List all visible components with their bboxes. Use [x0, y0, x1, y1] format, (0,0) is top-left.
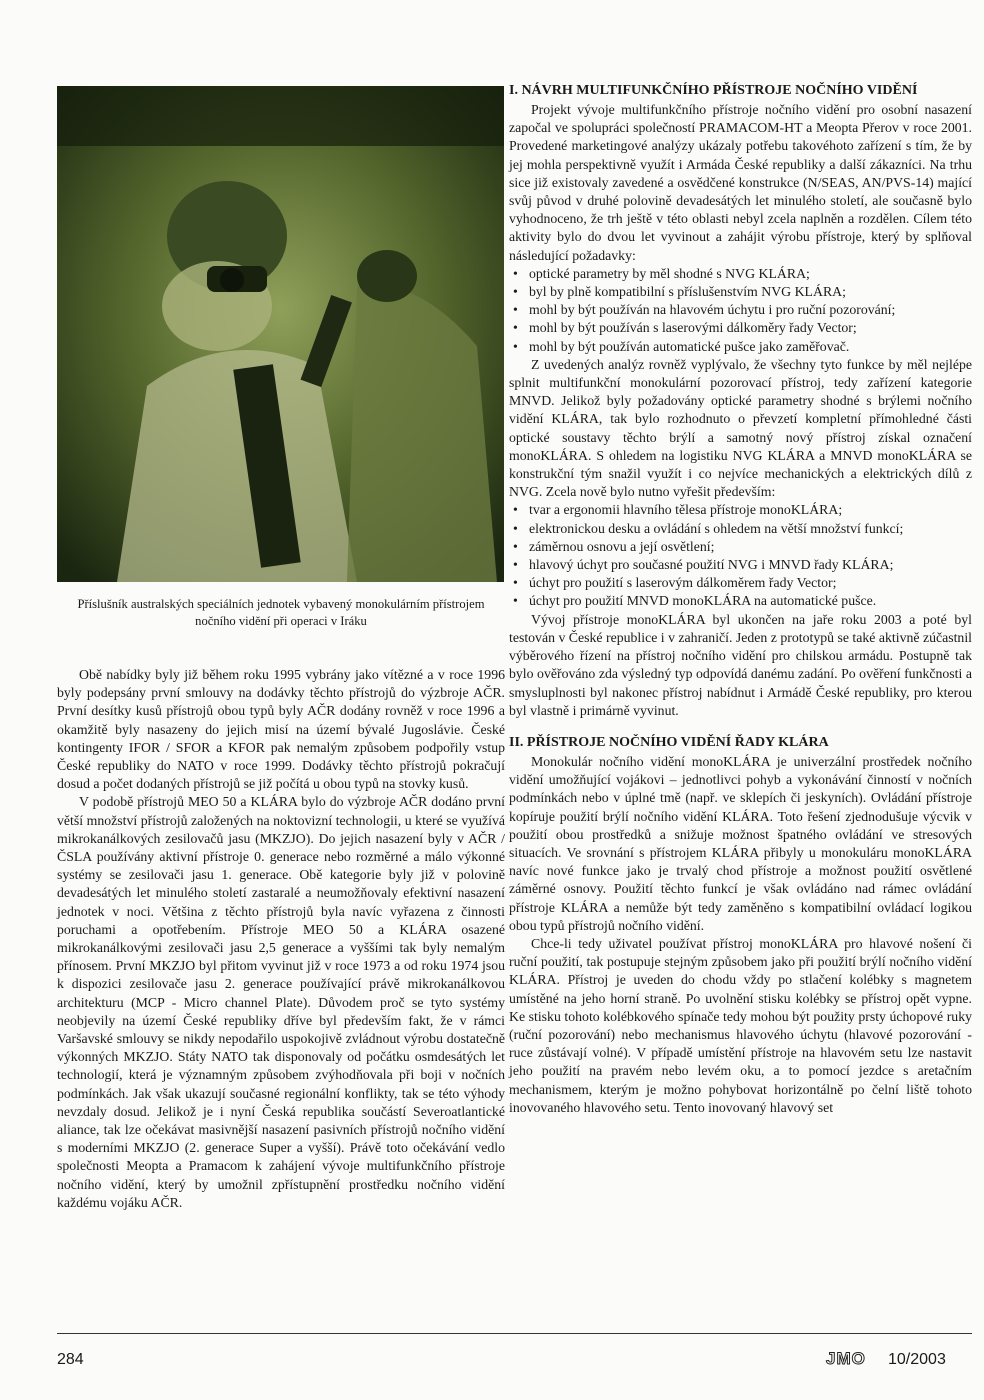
list-item: • tvar a ergonomii hlavního tělesa přístroje monoKLÁRA; — [509, 501, 972, 519]
list-item: • mohl by být používán automatické pušce jako zaměřovač. — [509, 338, 972, 356]
left-paragraph-1: Obě nabídky byly již během roku 1995 vybrány jako vítězné a v roce 1996 byly podepsány první smlouvy na dodávky těchto přístrojů do výzbroje AČR. První desítky kusů přístrojů obou typů byly AČR dodány rovněž v roce 1996 a okamžitě byly nasazeny do jejich misí na území bývalé Jugoslávie. České kontingenty IFOR / SFOR a KFOR pak nemalým způsobem podpořily vstup České republiky do NATO v roce 1999. Dodávky těchto přístrojů pokračují dosud a počet dodaných přístrojů se již počítá u obou typů na stovky kusů. — [57, 667, 505, 792]
issue-number: 10/2003 — [888, 1351, 946, 1368]
list-item: • elektronickou desku a ovládání s ohledem na větší množství funkcí; — [509, 520, 972, 538]
list-item: • úchyt pro použití s laserovým dálkoměrem řady Vector; — [509, 574, 972, 592]
section-2-heading: II. PŘÍSTROJE NOČNÍHO VIDĚNÍ ŘADY KLÁRA — [509, 734, 829, 750]
jmo-logo: JMO — [826, 1349, 866, 1368]
right-column-text — [509, 82, 972, 1117]
section-2-paragraph-1: Monokulár nočního vidění monoKLÁRA je univerzální prostředek nočního vidění umožňující vojákovi – jednotlivci pohyb a vykonávání činností v nočních podmínkách nebo v úplné tmě (např. ve sklepích či jeskyních). Ovládání přístroje kopíruje použití brýlí nočního vidění KLÁRA. Toto řešení zjednodušuje výcvik v použití obou prostředků a snižuje možnost špatného ovládání ve stresových situacích. Ve srovnání s přístrojem KLÁRA přibyly u monokuláru monoKLÁRA navíc nové funkce jako je trvalý chod přístroje a možnost použití osvětlené záměrné osnovy. Použití těchto funkcí je však ovládáno nad rámec ovládání přístroje KLÁRA a nemůže být tedy zaměněno s kompatibilní ovládací logikou obou typů přístrojů nočního vidění. — [509, 753, 972, 933]
section-2-paragraph-2: Chce-li tedy uživatel používat přístroj monoKLÁRA pro hlavové nošení či ruční použití, tak postupuje stejným způsobem jako při použití brýlí nočního vidění KLÁRA. Přístroj je uveden do chodu vždy po stlačení kolébky s magnetem umístěné na jeho horní straně. Po uvolnění stisku kolébky se přístroj opět vypne. Ke stisku tohoto kolébkového spínače tedy mohou být použity prsty úchopové ruky (ruční pozorování) nebo mechanismus hlavového úchytu (hlavové pozorování - ruce zůstávají volné). V případě umístění přístroje na hlavovém setu lze nastavit jeho použití na pravém nebo levém oku, a to pomocí jezdce s aretačním mechanismem, kterým je možno pohybovat horizontálně po čelní liště tohoto inovovaného hlavového setu. Tento inovovaný hlavový set — [509, 935, 972, 1115]
list-item: • mohl by být používán s laserovými dálkoměry řady Vector; — [509, 319, 972, 337]
list-item: • byl by plně kompatibilní s příslušenstvím NVG KLÁRA; — [509, 283, 972, 301]
new-design-list — [509, 501, 972, 610]
photo-caption: Příslušník australských speciálních jednotek vybavený monokulárním přístrojem nočního vidění při operaci v Iráku — [77, 597, 485, 628]
left-column-text — [57, 666, 505, 1212]
section-1-heading: I. NÁVRH MULTIFUNKČNÍHO PŘÍSTROJE NOČNÍHO VIDĚNÍ — [509, 83, 918, 98]
page-number: 284 — [57, 1351, 84, 1368]
list-item: • úchyt pro použití MNVD monoKLÁRA na automatické pušce. — [509, 592, 972, 610]
section-1-paragraph-3: Vývoj přístroje monoKLÁRA byl ukončen na jaře roku 2003 a poté byl testován v České republice i v zahraničí. Jeden z prototypů se také aktivně zúčastnil výběrového řízení na přístroj nočního vidění pro chilskou armádu. Postupně tak bylo ověřováno zda výsledný typ odpovídá danému zadání. Po ověření funkčnosti a smysluplnosti byl nakonec přístroj nabídnut i Armádě České republiky, pro kterou byl vlastně i primárně vyvinut. — [509, 611, 972, 718]
night-vision-photo — [57, 86, 504, 582]
section-1-paragraph-2: Z uvedených analýz rovněž vyplývalo, že všechny tyto funkce by měl nejlépe splnit multifunkční monokulární pozorovací přístroj, tedy zařízení kategorie MNVD. Jelikož byly požadovány optické parametry shodné s brýlemi nočního vidění KLÁRA, tak bylo rozhodnuto o převzetí kompletní přímohledné části optické soustavy těchto brýlí a samotný nový přístroj získal označení monoKLÁRA. S ohledem na logistiku NVG KLÁRA a MNVD monoKLÁRA se konstrukční tým snažil využít i co nejvíce mechanických a elektrických dílů z NVG. Zcela nově bylo nutno vyřešit především: — [509, 356, 972, 500]
list-item: • optické parametry by měl shodné s NVG KLÁRA; — [509, 265, 972, 283]
section-1-paragraph-1: Projekt vývoje multifunkčního přístroje nočního vidění pro osobní nasazení započal ve spolupráci společností PRAMACOM-HT a Meopta Přerov v roce 2001. Provedené marketingové analýzy ukázaly potřebu takovéhoto zařízení s tím, že by jej mohla perspektivně využít i Armáda České republiky a další zákazníci. Na trhu sice již existovaly zavedené a osvědčené konstrukce (N/SEAS, AN/PVS-14) mající svůj původ v druhé polovině devadesátých let minulého století, ale současně bylo vyhodnoceno, že trh ještě v této oblasti nebyl zcela naplněn a rozdělen. Cílem této aktivity bylo do dvou let vyvinout a zahájit výrobu přístroje, který by splňoval následující požadavky: — [509, 102, 972, 263]
footer-rule — [57, 1333, 972, 1334]
list-item: • mohl by být používán na hlavovém úchytu i pro ruční pozorování; — [509, 301, 972, 319]
list-item: • záměrnou osnovu a její osvětlení; — [509, 538, 972, 556]
list-item: • hlavový úchyt pro současné použití NVG i MNVD řady KLÁRA; — [509, 556, 972, 574]
requirements-list — [509, 265, 972, 356]
soldier-night-vision-image — [57, 86, 504, 582]
left-paragraph-2: V podobě přístrojů MEO 50 a KLÁRA bylo do výzbroje AČR dodáno první větší množství přístrojů založených na noktovizní technologii, u které se využívá mikrokanálkových zesilovačů jasu (MKZJO). Do jejich nasazení byly v AČR / ČSLA používány aktivní přístroje 0. generace nebo rozměrné a málo výkonné systémy se zesilovači jasu 1. generace. Obě kategorie byly již v polovině devadesátých let minulého století zastaralé a neumožňovaly efektivní nasazení jednotek v noci. Většina z těchto přístrojů byla navíc vyřazena z činnosti poruchami a opotřebením. Přístroje MEO 50 a KLÁRA osazené mikrokanálkovými zesilovači jasu 2,5 generace a vyššími tak byly nemalým přínosem. První MKZJO byl přitom vyvinut již v roce 1973 a od roku 1974 jsou k dispozici zesilovače jasu 2. generace používající právě mikrokanálkovou architekturu (MCP - Micro channel Plate). Důvodem proč se tyto systémy neobjevily na území České republiky dříve byl především fakt, že v rámci Varšavské smlouvy se nikdy nepodařilo uspokojivě zvládnout výrobu dostatečně výkonných MKZJO. Státy NATO tak disponovaly od počátku osmdesátých let technologií, která je významným způsobem zvýhodňovala při boji v nočních podmínkách. Jak však ukazují současné regionální konflikty, tak se této výhody nevzdaly dosud. Jelikož je i nyní Česká republika součástí Severoatlantické aliance, tak lze očekávat masivnější nasazení pasivních přístrojů nočního vidění s moderními MKZJO (2. generace Super a vyšší). Právě toto očekávání vedlo společnosti Meopta a Pramacom k zahájení vývoje multifunkčního přístroje nočního vidění, který by umožnil zpřístupnění prostředku nočního vidění každému vojáku AČR. — [57, 794, 505, 1210]
